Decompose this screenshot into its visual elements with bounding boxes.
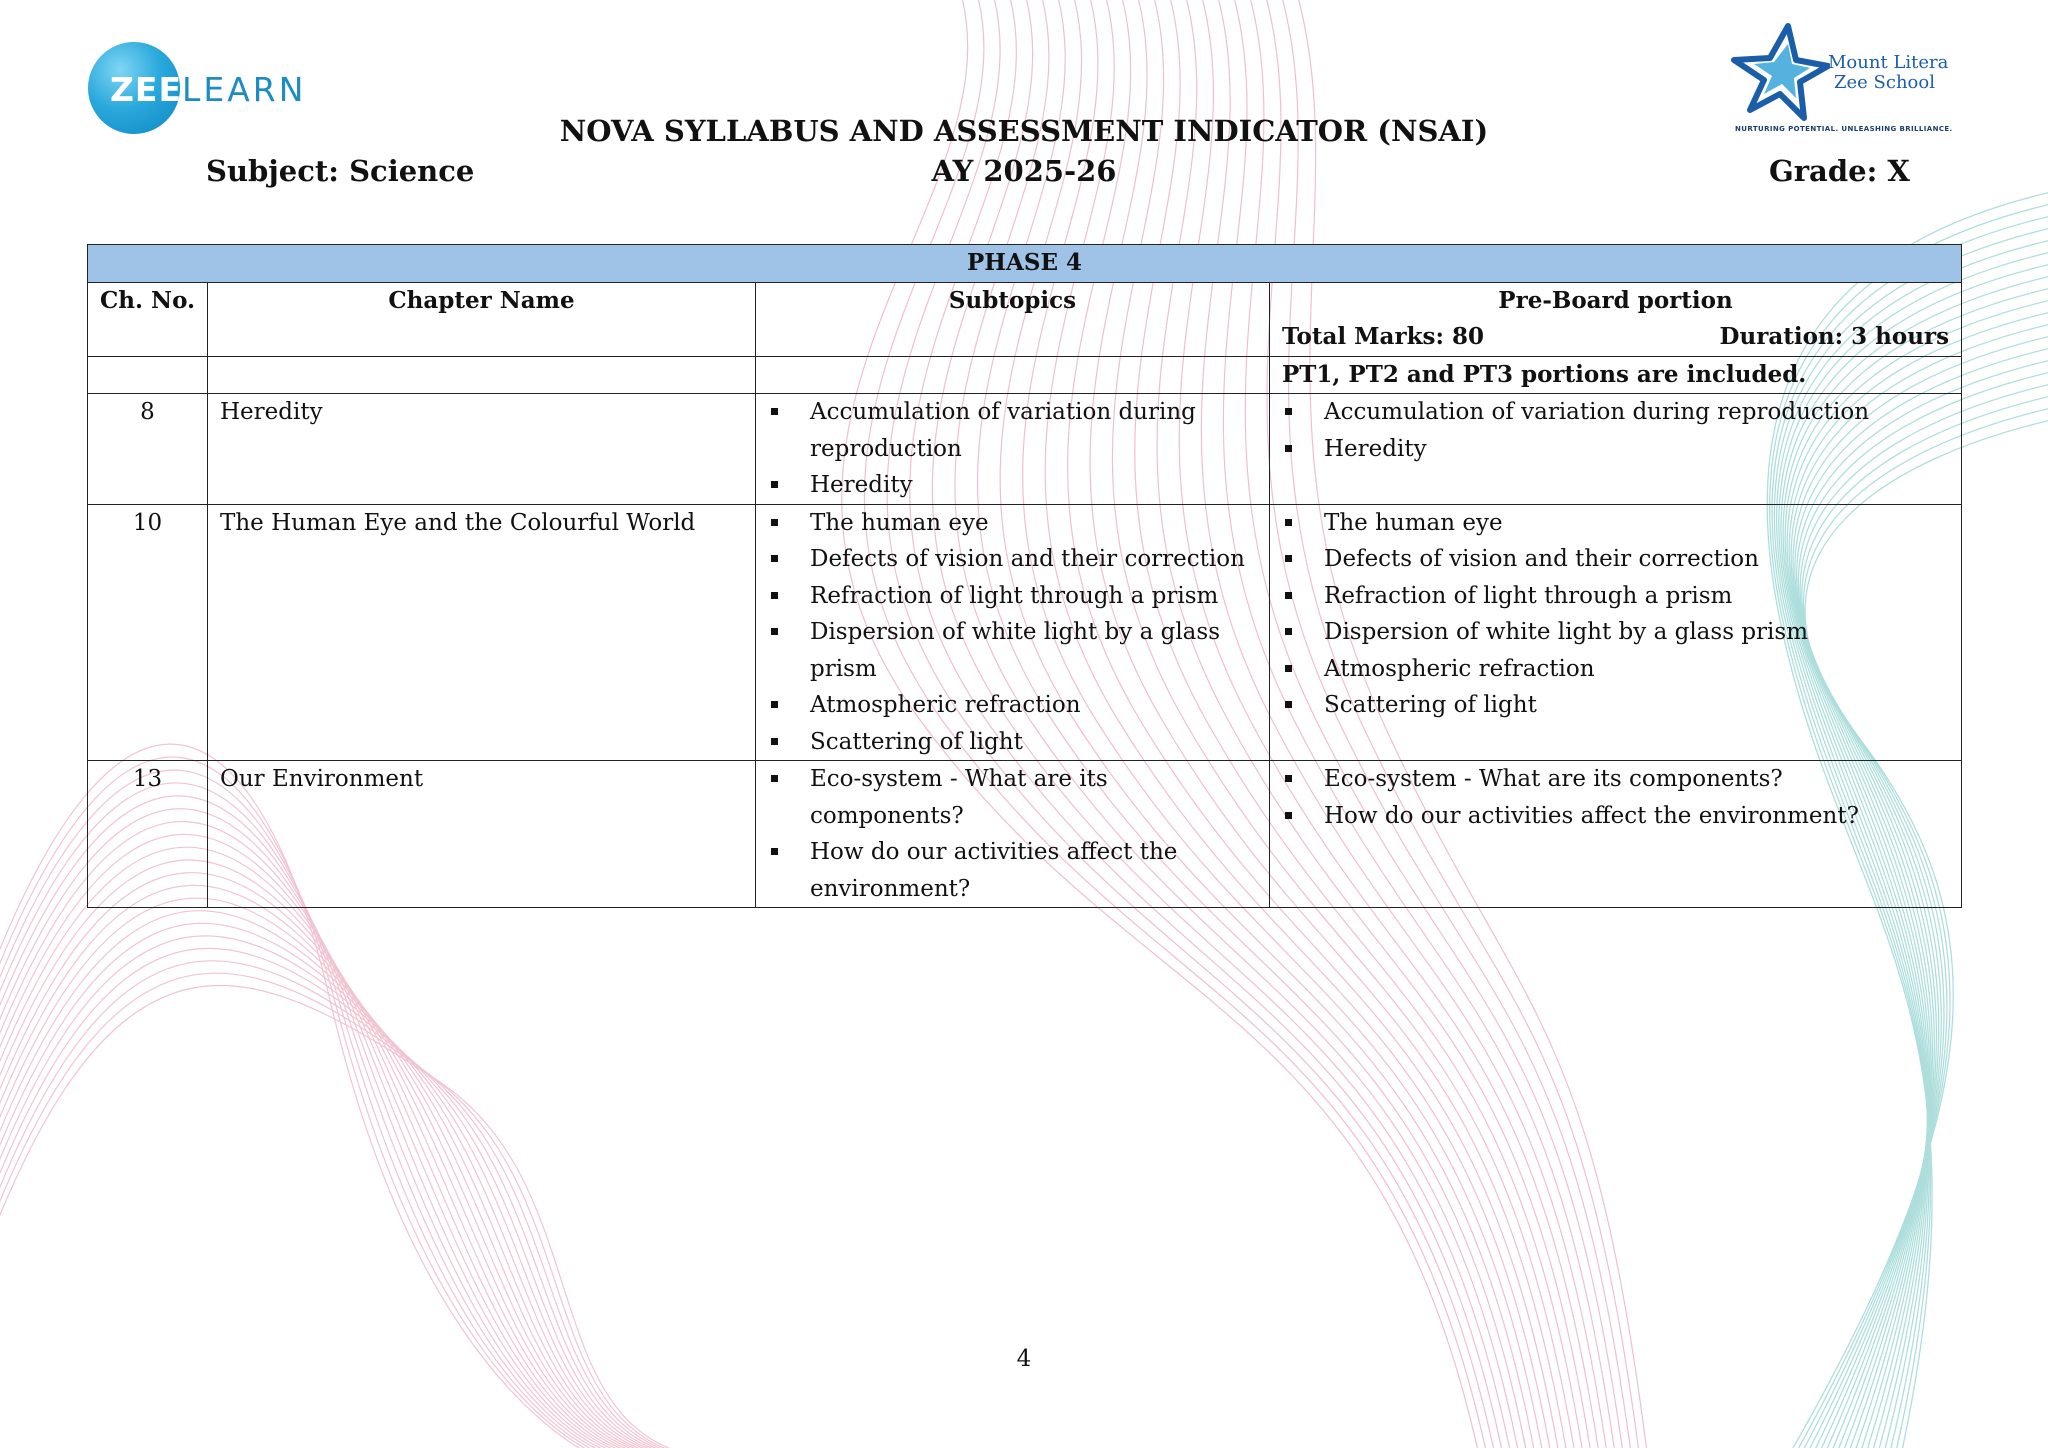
preboard-list (1282, 394, 1949, 467)
list-item: Accumulation of variation during reproduction (768, 394, 1257, 467)
preboard-cell (1270, 394, 1962, 505)
syllabus-table (87, 244, 1962, 908)
preboard-list (1282, 761, 1949, 834)
chapter-name: The Human Eye and the Colourful World (208, 504, 756, 761)
list-item: Defects of vision and their correction (1282, 541, 1949, 578)
chapter-number: 8 (88, 394, 208, 505)
table-row (88, 504, 1962, 761)
portions-note-row (88, 356, 1962, 394)
grade-label: Grade: X (1769, 154, 1910, 188)
subtopics-list (768, 394, 1257, 504)
zeelearn-logo-text-zee: ZEE (110, 70, 183, 109)
column-header-subtopics: Subtopics (756, 282, 1270, 356)
subtopics-cell (756, 394, 1270, 505)
school-tagline: NURTURING POTENTIAL. UNLEASHING BRILLIANCE. (1735, 125, 1953, 133)
portions-note: PT1, PT2 and PT3 portions are included. (1270, 356, 1962, 394)
preboard-heading: Pre-Board portion (1498, 286, 1733, 314)
preboard-list (1282, 505, 1949, 724)
list-item: The human eye (768, 505, 1257, 542)
list-item: The human eye (1282, 505, 1949, 542)
table-row (88, 761, 1962, 908)
column-header-ch-no: Ch. No. (88, 282, 208, 356)
document-title: NOVA SYLLABUS AND ASSESSMENT INDICATOR (NSAI) (559, 114, 1489, 148)
list-item: Dispersion of white light by a glass prism (768, 614, 1257, 687)
star-icon (1730, 22, 1830, 126)
chapter-name: Heredity (208, 394, 756, 505)
subtopics-list (768, 761, 1257, 907)
empty-cell (88, 356, 208, 394)
list-item: Atmospheric refraction (1282, 651, 1949, 688)
school-name-line-2: Zee School (1834, 72, 1935, 93)
list-item: Eco-system - What are its components? (768, 761, 1257, 834)
academic-year: AY 2025-26 (931, 154, 1117, 188)
table-row (88, 394, 1962, 505)
preboard-marks-line (1282, 319, 1949, 356)
chapter-number: 10 (88, 504, 208, 761)
column-header-chapter-name: Chapter Name (208, 282, 756, 356)
chapter-rows (88, 394, 1962, 908)
list-item: Dispersion of white light by a glass prism (1282, 614, 1949, 651)
list-item: Scattering of light (768, 724, 1257, 761)
list-item: Refraction of light through a prism (768, 578, 1257, 615)
list-item: How do our activities affect the environment? (768, 834, 1257, 907)
list-item: Atmospheric refraction (768, 687, 1257, 724)
phase-header: PHASE 4 (88, 245, 1962, 283)
preboard-cell (1270, 761, 1962, 908)
list-item: Accumulation of variation during reproduction (1282, 394, 1949, 431)
list-item: How do our activities affect the environment? (1282, 798, 1949, 835)
list-item: Eco-system - What are its components? (1282, 761, 1949, 798)
chapter-name: Our Environment (208, 761, 756, 908)
subtopics-list (768, 505, 1257, 761)
list-item: Scattering of light (1282, 687, 1949, 724)
chapter-number: 13 (88, 761, 208, 908)
school-name-line-1: Mount Litera (1828, 52, 1949, 73)
page-number: 4 (1016, 1346, 1032, 1372)
empty-cell (208, 356, 756, 394)
zeelearn-logo-text-learn: LEARN (182, 70, 307, 109)
phase-row (88, 245, 1962, 283)
empty-cell (756, 356, 1270, 394)
subject-label: Subject: Science (206, 154, 475, 188)
list-item: Refraction of light through a prism (1282, 578, 1949, 615)
column-header-row (88, 282, 1962, 356)
total-marks: Total Marks: 80 (1282, 323, 1484, 350)
duration: Duration: 3 hours (1719, 323, 1950, 350)
list-item: Heredity (1282, 431, 1949, 468)
subtopics-cell (756, 761, 1270, 908)
list-item: Defects of vision and their correction (768, 541, 1257, 578)
preboard-cell (1270, 504, 1962, 761)
column-header-preboard (1270, 282, 1962, 356)
subtopics-cell (756, 504, 1270, 761)
list-item: Heredity (768, 467, 1257, 504)
